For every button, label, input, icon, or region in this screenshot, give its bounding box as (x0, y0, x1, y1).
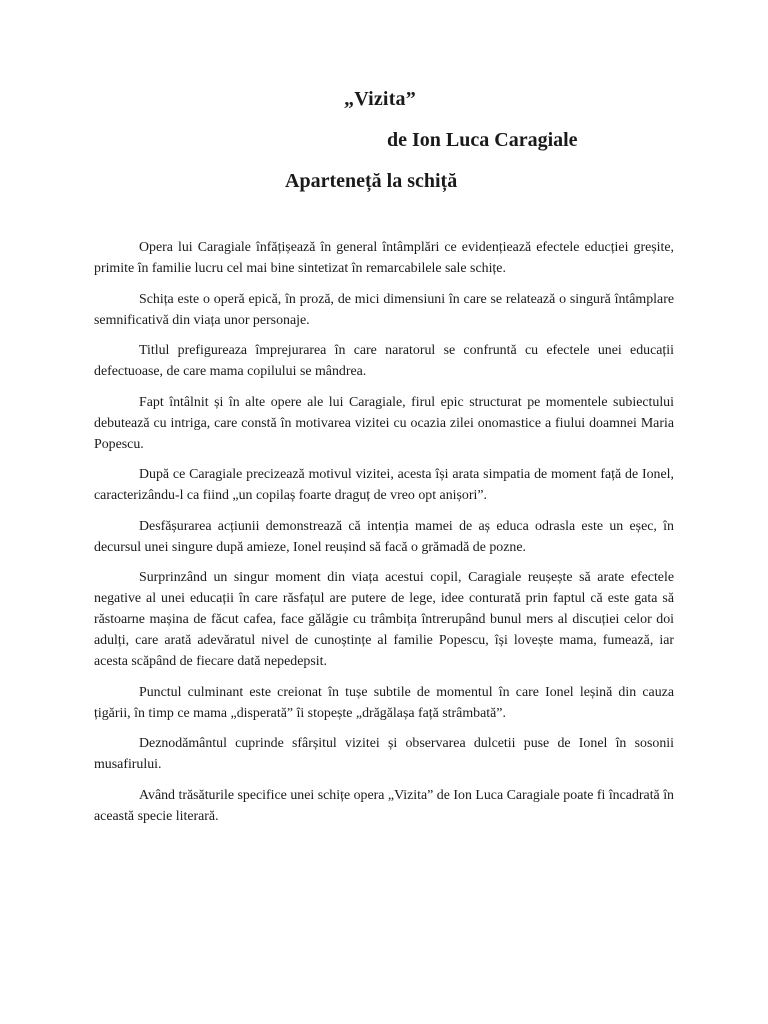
paragraph-10: Având trăsăturile specifice unei schițe opera „Vizita” de Ion Luca Caragiale poate fi încadrată în această specie literară. (94, 787, 674, 824)
paragraph-5: După ce Caragiale precizează motivul vizitei, acesta își arata simpatia de moment față de Ionel, caracterizându-l ca fiind „un copilaș foarte draguț de vreo opt anișori”. (94, 467, 674, 503)
paragraph-3: Titlul prefigureaza împrejurarea în care naratorul se confruntă cu efectele unei educații defectuoase, de care mama copilului se mândrea. (94, 343, 674, 379)
paragraph-9: Deznodământul cuprinde sfârșitul vizitei și observarea dulcetii puse de Ionel în sosonii musafirului. (94, 736, 674, 772)
paragraph-1: Opera lui Caragiale înfățișează în general întâmplări ce evidențiează efectele educției greșite, primite în familie lucru cel mai bine sintetizat în remarcabilele sale schițe. (94, 240, 674, 276)
paragraph-7: Surprinzând un singur moment din viața acestui copil, Caragiale reușește să arate efectele negative al unei educații în care răsfațul are putere de lege, idee conturată prin faptul că este gata să răstoarne mașina de făcut cafea, face gălăgie cu trâmbița întrerupând bunul mers al discuției celor doi adulți, care arată adevăratul nivel de cunoștințe al familie Popescu, își lovește mama, fumează, iar acesta scăpând de fiecare dată nepedepsit. (94, 570, 674, 669)
document-author: de Ion Luca Caragiale (387, 129, 578, 151)
document-body (94, 237, 674, 836)
paragraph-8: Punctul culminant este creionat în tușe subtile de momentul în care Ionel leșină din cauza țigării, în timp ce mama „disperată” îi stopește „drăgălașa față strâmbată”. (94, 684, 674, 721)
paragraph-4: Fapt întâlnit și în alte opere ale lui Caragiale, firul epic structurat pe momentele subiectului debutează cu intriga, care constă în motivarea vizitei cu ocazia zilei onomastice a fiului doamnei Maria Popescu. (94, 394, 674, 452)
document-title: „Vizita” (344, 88, 416, 110)
document-subtitle: Aparteneță la schiță (285, 170, 458, 192)
paragraph-2: Schița este o operă epică, în proză, de mici dimensiuni în care se relatează o singură întâmplare semnificativă din viața unor personaje. (94, 291, 674, 328)
paragraph-6: Desfășurarea acțiunii demonstrează că intenția mamei de aș educa odrasla este un eșec, în decursul unei singure după amieze, Ionel reușind să facă o grămadă de pozne. (94, 518, 674, 555)
